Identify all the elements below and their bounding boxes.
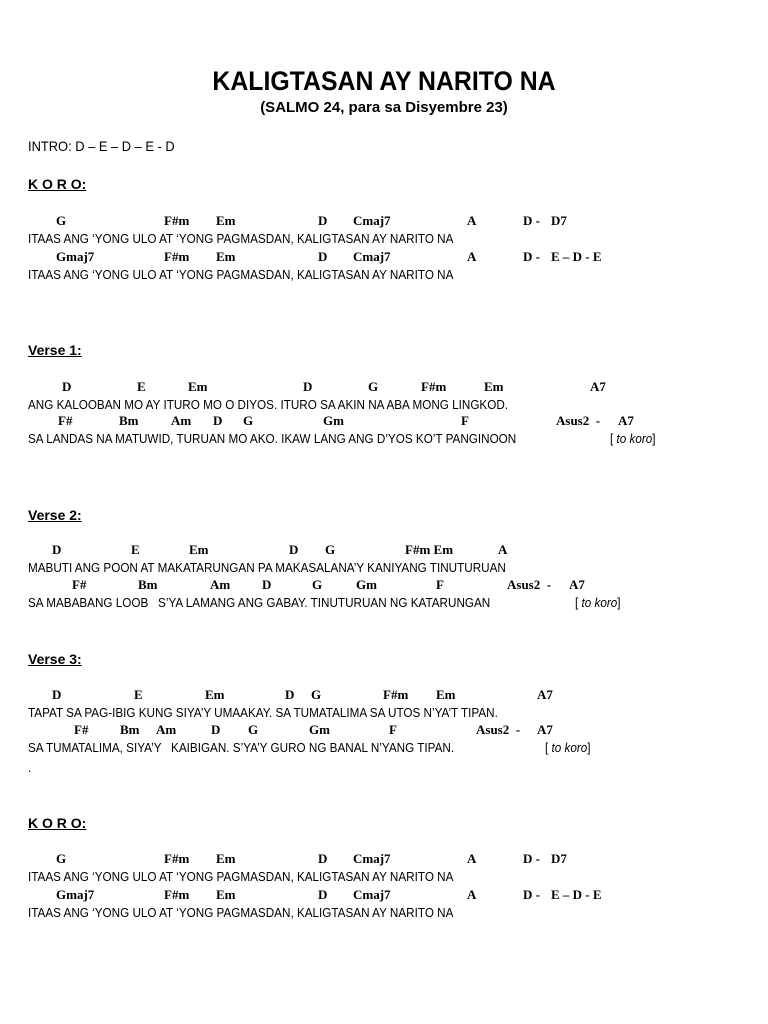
chord: Gmaj7 (56, 887, 95, 902)
chord: D (289, 542, 299, 557)
chord: G (368, 379, 379, 394)
lyric-line: SA TUMATALIMA, SIYA’Y KAIBIGAN. S’YA’Y GURO NG BANAL N’YANG TIPAN. (28, 740, 455, 755)
chord: Gm (356, 577, 377, 592)
chord: F (461, 413, 469, 428)
chord: D (318, 249, 328, 264)
chord: Bm (119, 413, 139, 428)
chord: G (311, 687, 322, 702)
chord: Am (210, 577, 231, 592)
chord: G (312, 577, 323, 592)
chord: D (318, 213, 328, 228)
chord: A7 (590, 379, 606, 394)
chord: Asus2 - (556, 413, 601, 428)
chord: A (467, 213, 477, 228)
lyric-line: ITAAS ANG ‘YONG ULO AT ‘YONG PAGMASDAN, KALIGTASAN AY NARITO NA (28, 905, 454, 920)
lyric-line: SA MABABANG LOOB S’YA LAMANG ANG GABAY. TINUTURUAN NG KATARUNGAN (28, 595, 491, 610)
chord: D (211, 722, 221, 737)
chord: D (62, 379, 72, 394)
chord: E – D - E (551, 249, 602, 264)
chord: Am (171, 413, 192, 428)
chord: F# (74, 722, 89, 737)
lyric-line: SA LANDAS NA MATUWID, TURUAN MO AKO. IKAW LANG ANG D’YOS KO’T PANGINOON (28, 431, 517, 446)
chord: F#m (164, 249, 190, 264)
chord: D (318, 887, 328, 902)
verse2-heading: Verse 2: (28, 507, 82, 523)
koro-heading: K O R O: (28, 176, 87, 192)
chord: D (52, 687, 62, 702)
chord: Em (216, 213, 236, 228)
to-koro-note: [ to koro] (545, 740, 591, 755)
chord: Gm (309, 722, 330, 737)
chord: F#m (421, 379, 447, 394)
chord: A7 (537, 722, 553, 737)
chord: Cmaj7 (353, 249, 391, 264)
chord: A7 (569, 577, 585, 592)
lyric-line: ITAAS ANG ‘YONG ULO AT ‘YONG PAGMASDAN, KALIGTASAN AY NARITO NA (28, 869, 454, 884)
chord: D7 (551, 851, 567, 866)
stray-dot: . (28, 760, 32, 775)
chord: Gmaj7 (56, 249, 95, 264)
chord: A7 (618, 413, 634, 428)
chord: D7 (551, 213, 567, 228)
chord: G (56, 213, 67, 228)
chord: Cmaj7 (353, 213, 391, 228)
chord: Em (216, 887, 236, 902)
chord: E (134, 687, 143, 702)
lyric-line: ITAAS ANG ‘YONG ULO AT ‘YONG PAGMASDAN, KALIGTASAN AY NARITO NA (28, 267, 454, 282)
chord: Asus2 - (507, 577, 552, 592)
to-koro-note: [ to koro] (575, 595, 621, 610)
chord: Em (189, 542, 209, 557)
chord: D (285, 687, 295, 702)
chord: F#m (383, 687, 409, 702)
chord: F#m (164, 887, 190, 902)
chord: Am (156, 722, 177, 737)
chord: D - (523, 213, 540, 228)
chord: A (467, 887, 477, 902)
chord: Cmaj7 (353, 887, 391, 902)
chord: Em (188, 379, 208, 394)
chord: F#m (164, 851, 190, 866)
chord: F#m Em (405, 542, 454, 557)
chord: G (325, 542, 336, 557)
chord: A (467, 851, 477, 866)
chord: Asus2 - (476, 722, 521, 737)
chord: F (389, 722, 397, 737)
chord: F# (58, 413, 73, 428)
chord: D - (523, 887, 540, 902)
chord: D - (523, 851, 540, 866)
chord: A (498, 542, 508, 557)
chord: Em (484, 379, 504, 394)
chord: A (467, 249, 477, 264)
chord: G (56, 851, 67, 866)
chord: D (213, 413, 223, 428)
chord: Em (216, 851, 236, 866)
song-subtitle: (SALMO 24, para sa Disyembre 23) (260, 99, 508, 116)
lyric-line: TAPAT SA PAG-IBIG KUNG SIYA’Y UMAAKAY. SA TUMATALIMA SA UTOS N’YA’T TIPAN. (28, 705, 498, 720)
lyric-line: ANG KALOOBAN MO AY ITURO MO O DIYOS. ITURO SA AKIN NA ABA MONG LINGKOD. (28, 397, 509, 412)
chord: Em (436, 687, 456, 702)
chord: Em (205, 687, 225, 702)
lyric-line: MABUTI ANG POON AT MAKATARUNGAN PA MAKASALANA’Y KANIYANG TINUTURUAN (28, 560, 506, 575)
intro-line: INTRO: D – E – D – E - D (28, 138, 175, 154)
chord: D (262, 577, 272, 592)
chord: F (436, 577, 444, 592)
chord: F#m (164, 213, 190, 228)
chord: E (131, 542, 140, 557)
verse1-heading: Verse 1: (28, 342, 82, 358)
chord: Em (216, 249, 236, 264)
chord: Cmaj7 (353, 851, 391, 866)
koro2-heading: K O R O: (28, 815, 87, 831)
chord: D - (523, 249, 540, 264)
chord: A7 (537, 687, 553, 702)
chord: Bm (120, 722, 140, 737)
chord: F# (72, 577, 87, 592)
chord: D (303, 379, 313, 394)
song-title: KALIGTASAN AY NARITO NA (212, 66, 556, 96)
verse3-heading: Verse 3: (28, 651, 82, 667)
chord: D (318, 851, 328, 866)
to-koro-note: [ to koro] (610, 431, 656, 446)
chord: Gm (323, 413, 344, 428)
chord: E (137, 379, 146, 394)
chord: Bm (138, 577, 158, 592)
lyric-line: ITAAS ANG ‘YONG ULO AT ‘YONG PAGMASDAN, KALIGTASAN AY NARITO NA (28, 231, 454, 246)
chord: G (248, 722, 259, 737)
chord: G (243, 413, 254, 428)
chord: D (52, 542, 62, 557)
chord: E – D - E (551, 887, 602, 902)
